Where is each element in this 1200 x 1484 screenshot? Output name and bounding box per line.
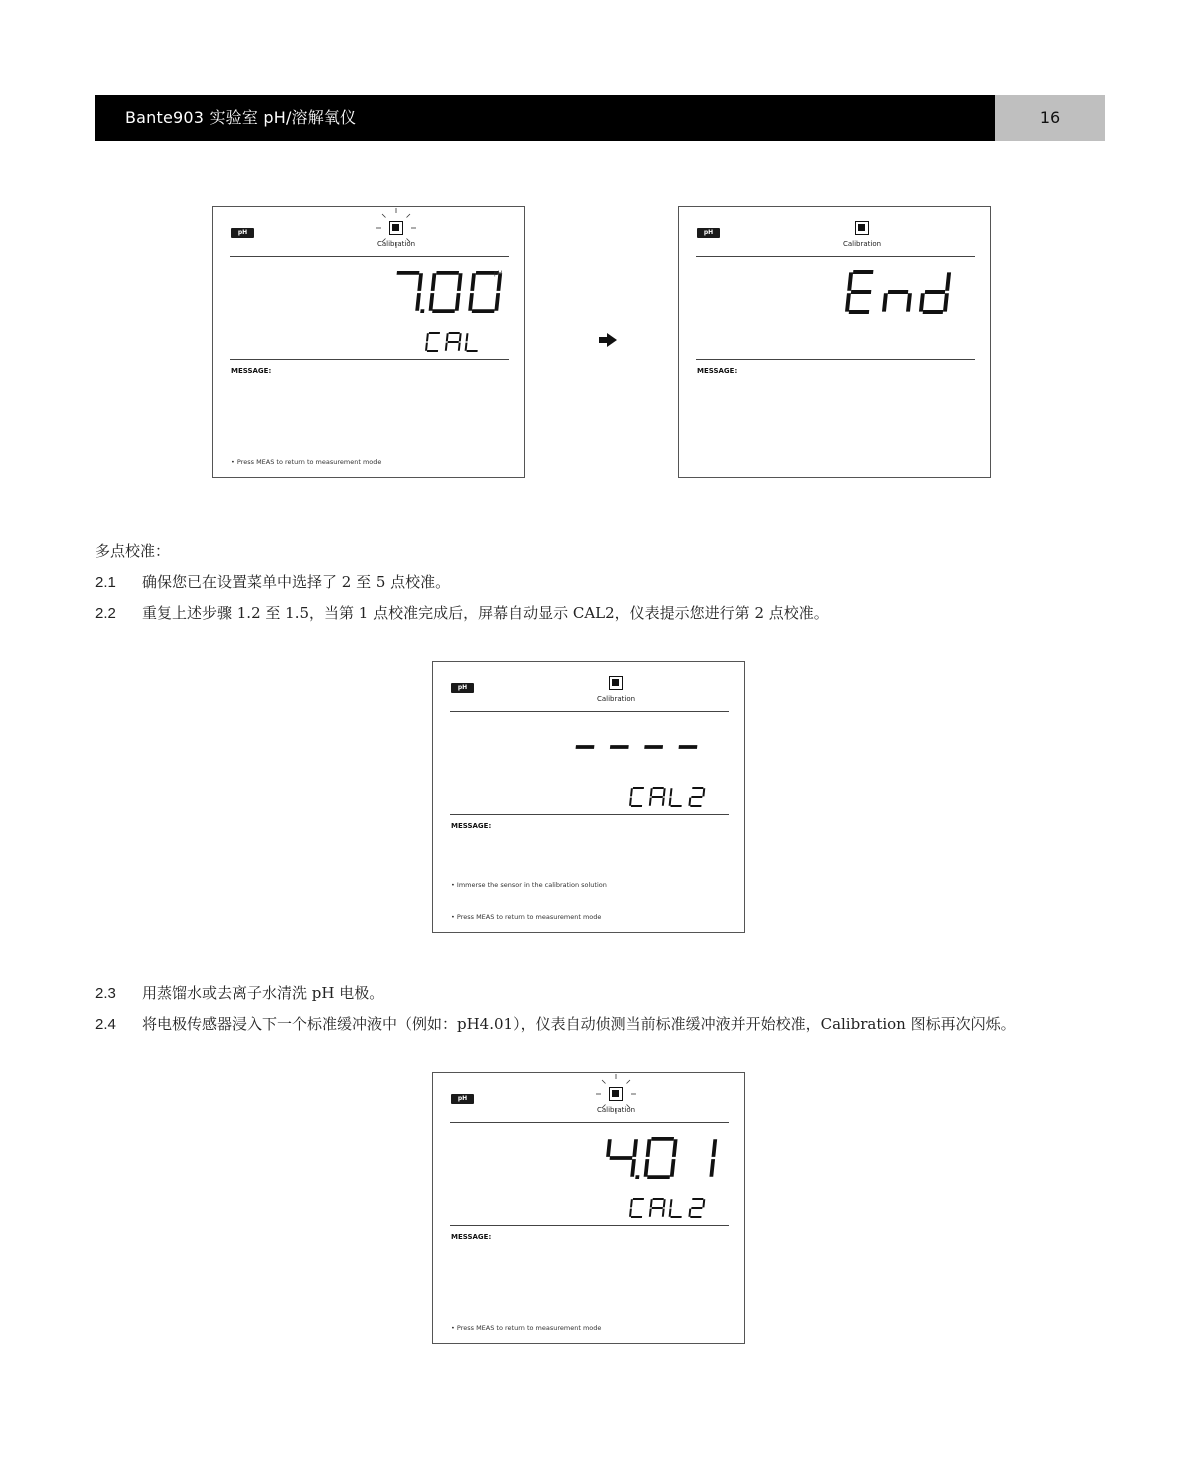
lcd-digit [919, 272, 951, 314]
lcd-panel-cal-7 [212, 206, 525, 478]
lcd-segment [426, 333, 429, 341]
lcd-digit [425, 332, 440, 352]
lcd-segment [449, 332, 460, 334]
lcd-segment [919, 293, 925, 311]
lcd-panel-cal2-4-01 [432, 1072, 745, 1344]
lcd-segment [629, 798, 632, 806]
lcd-segment [847, 272, 853, 290]
step-number: 2.3 [95, 985, 116, 1002]
lcd-segment [851, 290, 871, 294]
divider [696, 359, 975, 360]
message-label: MESSAGE: [697, 367, 738, 375]
header-title: Bante903 实验室 pH/溶解氧仪 [125, 108, 357, 127]
lcd-segment [692, 787, 703, 789]
lcd-segment [669, 1199, 672, 1207]
lcd-reading [845, 270, 955, 318]
step-text: 将电极传感器浸入下一个标准缓冲液中（例如：pH4.01），仪表自动侦测当前标准缓冲液并开始校准，Calibration 图标再次闪烁。 [142, 1015, 1016, 1033]
lcd-segment [415, 293, 421, 311]
lcd-segment [644, 745, 663, 749]
divider [450, 1122, 729, 1123]
lcd-segment [629, 1209, 632, 1217]
step-text: 重复上述步骤 1.2 至 1.5，当第 1 点校准完成后，屏幕自动显示 CAL2，仪表提示您进行第 2 点校准。 [142, 604, 829, 622]
ph-badge: pH [451, 683, 474, 693]
lcd-reading [570, 726, 707, 772]
lcd-note: • Immerse the sensor in the calibration solution [451, 881, 607, 889]
lcd-segment [651, 1207, 662, 1209]
lcd-decimal-point [420, 309, 424, 313]
divider [696, 256, 975, 257]
lcd-segment [661, 1209, 664, 1217]
lcd-segment [711, 1139, 717, 1157]
lcd-segment [425, 343, 428, 351]
lcd-segment [417, 273, 423, 291]
divider [450, 711, 729, 712]
calibration-label: Calibration [376, 240, 416, 248]
lcd-note: • Press MEAS to return to measurement mode [231, 458, 382, 466]
lcd-segment [669, 788, 672, 796]
lcd-segment [632, 1198, 643, 1200]
lcd-segment [646, 1139, 652, 1157]
lcd-segment [906, 293, 912, 311]
lcd-segment [943, 293, 949, 311]
lcd-digit [688, 1198, 705, 1218]
lcd-segment [651, 796, 662, 798]
lcd-reading [389, 271, 506, 317]
lcd-segment [459, 333, 462, 341]
lcd-digit [628, 1198, 643, 1218]
lcd-segment [649, 1199, 652, 1207]
lcd-reading [604, 1137, 721, 1183]
lcd-segment [630, 805, 641, 807]
lcd-digit [882, 290, 912, 312]
lcd-segment [691, 1207, 702, 1209]
lcd-segment [470, 273, 476, 291]
lcd-digit [610, 745, 629, 749]
step-number: 2.1 [95, 574, 116, 591]
lcd-segment [632, 787, 643, 789]
page-number-box [995, 95, 1105, 141]
lcd-segment [849, 310, 869, 314]
lcd-digit [644, 745, 663, 749]
lcd-segment [702, 788, 705, 796]
lcd-segment [458, 343, 461, 351]
lcd-digit [468, 271, 502, 313]
ph-badge: pH [697, 228, 720, 238]
lcd-digit [392, 271, 428, 313]
lcd-note: • Press MEAS to return to measurement mode [451, 913, 602, 921]
lcd-segment [429, 332, 440, 334]
lcd-status-text [629, 787, 711, 811]
flash-ray [382, 214, 386, 218]
lcd-segment [668, 1209, 671, 1217]
message-label: MESSAGE: [451, 822, 492, 830]
lcd-segment [609, 1156, 632, 1160]
ph-badge: pH [231, 228, 254, 238]
lcd-segment [427, 350, 438, 352]
calibration-label: Calibration [842, 240, 882, 248]
lcd-digit [709, 1139, 717, 1176]
lcd-segment [431, 273, 437, 291]
flash-ray [627, 1080, 631, 1084]
lcd-note: • Press MEAS to return to measurement mode [451, 1324, 602, 1332]
lcd-digit [628, 787, 643, 807]
lcd-segment [610, 745, 629, 749]
lcd-segment [436, 271, 459, 275]
lcd-segment [923, 310, 943, 314]
page-header [95, 95, 995, 141]
lcd-digit [604, 1139, 643, 1179]
lcd-segment [661, 798, 664, 806]
lcd-segment [702, 1199, 705, 1207]
lcd-segment [428, 293, 434, 311]
lcd-segment [648, 1209, 651, 1217]
lcd-segment [690, 1216, 701, 1218]
lcd-digit [845, 270, 874, 314]
step-2-4 [95, 1013, 1016, 1034]
step-text: 确保您已在设置菜单中选择了 2 至 5 点校准。 [142, 573, 451, 591]
lcd-segment [396, 271, 419, 275]
lcd-segment [643, 1159, 649, 1177]
lcd-segment [652, 787, 663, 789]
lcd-status-text [629, 1198, 711, 1222]
lcd-segment [882, 293, 888, 311]
step-number: 2.4 [95, 1016, 116, 1033]
lcd-segment [651, 1137, 674, 1141]
divider [450, 1225, 729, 1226]
divider [230, 359, 509, 360]
lcd-segment [672, 1139, 678, 1157]
lcd-digit [445, 332, 462, 351]
step-2-3 [95, 982, 384, 1003]
section-heading: 多点校准： [95, 542, 171, 560]
lcd-segment [468, 293, 474, 311]
lcd-segment [709, 1159, 715, 1177]
flash-rays-icon [213, 207, 526, 267]
message-label: MESSAGE: [451, 1233, 492, 1241]
lcd-segment [662, 1199, 665, 1207]
step-number: 2.2 [95, 605, 116, 622]
lcd-status-text [425, 332, 488, 356]
lcd-segment [606, 1139, 612, 1157]
lcd-digit [688, 787, 705, 807]
lcd-digit [648, 787, 665, 806]
step-2-1 [95, 571, 450, 592]
lcd-segment [448, 341, 459, 343]
lcd-segment [925, 290, 945, 294]
lcd-segment [632, 1139, 638, 1157]
calibration-label: Calibration [596, 695, 636, 703]
lcd-segment [432, 309, 455, 313]
lcd-segment [670, 1159, 676, 1177]
lcd-digit [643, 1137, 677, 1179]
lcd-segment [888, 290, 908, 294]
lcd-segment [446, 333, 449, 341]
lcd-digit [679, 745, 698, 749]
divider [450, 814, 729, 815]
lcd-segment [630, 1159, 636, 1177]
lcd-segment [445, 343, 448, 351]
lcd-segment [630, 1199, 633, 1207]
lcd-segment [466, 333, 469, 341]
lcd-segment [679, 745, 698, 749]
lcd-segment [662, 788, 665, 796]
lcd-segment [670, 805, 681, 807]
lcd-digit [428, 271, 462, 313]
calibration-icon [609, 676, 623, 690]
lcd-segment [691, 796, 702, 798]
lcd-segment [647, 1175, 670, 1179]
lcd-segment [455, 293, 461, 311]
flash-ray [407, 214, 411, 218]
lcd-panel-cal2-wait [432, 661, 745, 933]
lcd-digit [668, 1199, 683, 1218]
step-2-2 [95, 602, 829, 623]
lcd-segment [652, 1198, 663, 1200]
lcd-digit [465, 333, 480, 352]
lcd-segment [692, 1198, 703, 1200]
lcd-segment [467, 350, 478, 352]
lcd-segment [465, 343, 468, 351]
lcd-panel-end [678, 206, 991, 478]
lcd-decimal-point [635, 1175, 639, 1179]
lcd-segment [630, 1216, 641, 1218]
lcd-segment [688, 1209, 691, 1217]
ph-badge: pH [451, 1094, 474, 1104]
lcd-segment [457, 273, 463, 291]
lcd-segment [472, 309, 495, 313]
arrow-right-icon [598, 332, 618, 348]
lcd-digit [576, 745, 595, 749]
calibration-icon [855, 221, 869, 235]
lcd-segment [576, 745, 595, 749]
lcd-segment [670, 1216, 681, 1218]
calibration-label: Calibration [596, 1106, 636, 1114]
lcd-segment [853, 270, 873, 274]
ph-unit-label: pH [494, 270, 503, 277]
lcd-segment [668, 798, 671, 806]
lcd-segment [690, 805, 701, 807]
lcd-segment [945, 272, 951, 290]
lcd-segment [845, 293, 851, 311]
lcd-segment [494, 293, 500, 311]
lcd-digit [668, 788, 683, 807]
divider [230, 256, 509, 257]
lcd-segment [688, 798, 691, 806]
step-text: 用蒸馏水或去离子水清洗 pH 电极。 [142, 984, 385, 1002]
lcd-segment [649, 788, 652, 796]
flash-ray [602, 1080, 606, 1084]
page-number: 16 [1039, 108, 1061, 127]
lcd-segment [630, 788, 633, 796]
message-label: MESSAGE: [231, 367, 272, 375]
flash-rays-icon [433, 1073, 746, 1133]
lcd-digit [648, 1198, 665, 1217]
lcd-segment [648, 798, 651, 806]
